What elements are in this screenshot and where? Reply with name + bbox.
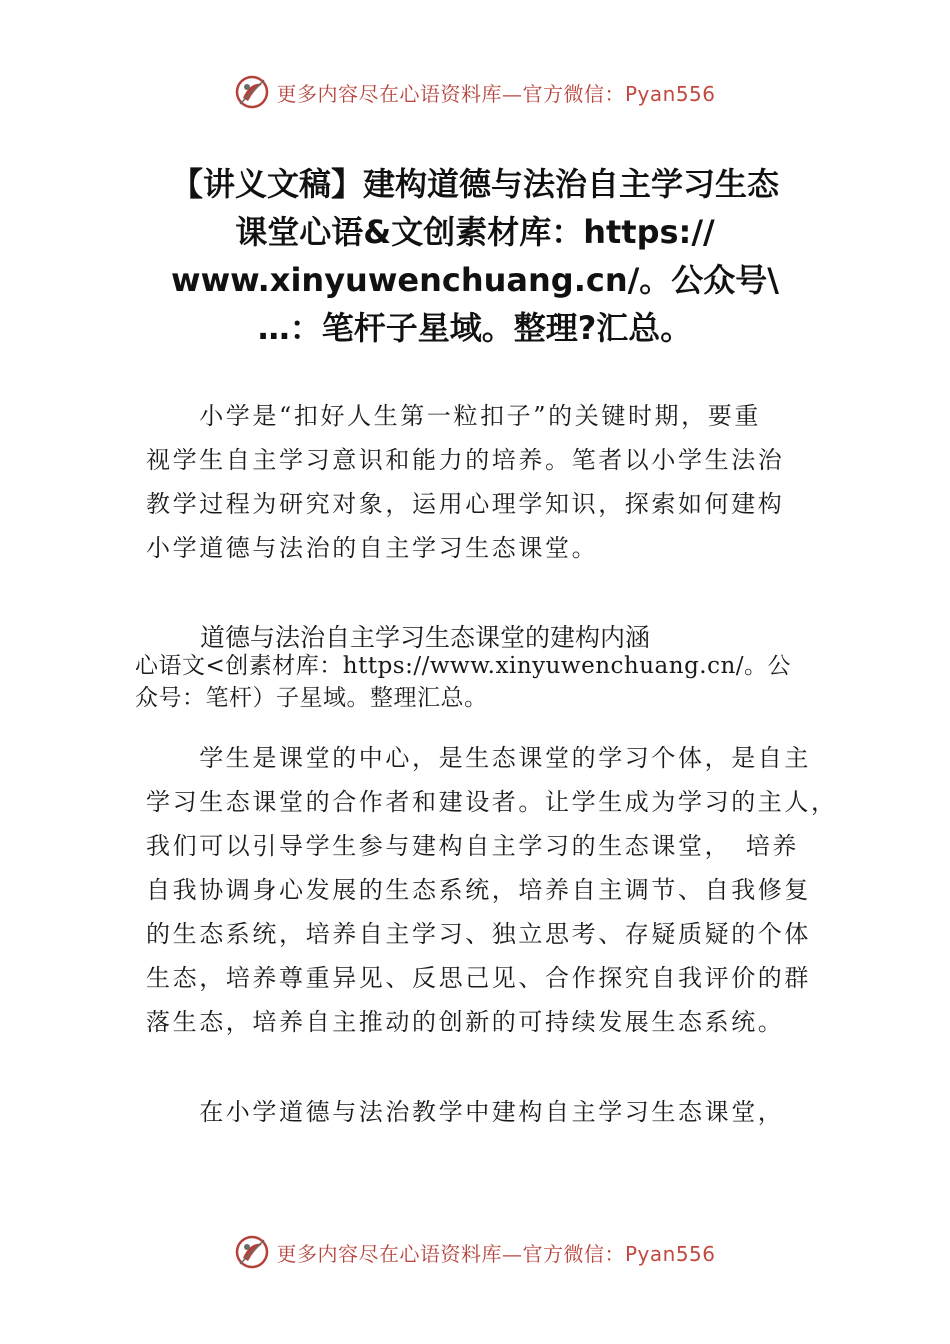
text-line: 自我协调身心发展的生态系统，培养自主调节、自我修复 bbox=[146, 876, 811, 904]
banner-text: 更多内容尽在心语资料库—官方微信：Pyan556 bbox=[276, 1241, 716, 1266]
title-line: 课堂心语&文创素材库：https:// bbox=[235, 213, 715, 251]
text-line: 小学是“扣好人生第一粒扣子”的关键时期，要重 bbox=[146, 402, 761, 430]
wechat-handle: Pyan556 bbox=[624, 1241, 716, 1266]
title-line: 【讲义文稿】建构道德与法治自主学习生态 bbox=[170, 165, 779, 203]
paragraph-body bbox=[146, 736, 836, 1044]
text-line: 视学生自主学习意识和能力的培养。笔者以小学生法治 bbox=[146, 446, 785, 474]
text-line: 学习生态课堂的合作者和建设者。让学生成为学习的主人， bbox=[146, 788, 838, 816]
source-note bbox=[135, 650, 835, 714]
text-line: 学生是课堂的中心，是生态课堂的学习个体，是自主 bbox=[146, 744, 811, 772]
text-line: 众号：笔杆）子星域。整理汇总。 bbox=[135, 685, 488, 711]
wechat-handle: Pyan556 bbox=[624, 81, 716, 106]
banner-text: 更多内容尽在心语资料库—官方微信：Pyan556 bbox=[276, 81, 716, 106]
paragraph-continued bbox=[146, 1090, 836, 1134]
header-banner bbox=[0, 72, 950, 112]
paragraph-intro bbox=[146, 394, 836, 570]
title-line: …：笔杆子星域。整理?汇总。 bbox=[257, 309, 693, 347]
document-title bbox=[130, 160, 820, 352]
footer-banner bbox=[0, 1232, 950, 1272]
title-line: www.xinyuwenchuang.cn/。公众号\ bbox=[171, 261, 779, 299]
brand-logo-icon bbox=[234, 74, 270, 110]
text-line: 教学过程为研究对象，运用心理学知识，探索如何建构 bbox=[146, 490, 785, 518]
text-line: 心语文<创素材库：https://www.xinyuwenchuang.cn/。公 bbox=[135, 653, 792, 679]
text-line: 小学道德与法治的自主学习生态课堂。 bbox=[146, 534, 599, 562]
text-line: 生态，培养尊重异见、反思己见、合作探究自我评价的群 bbox=[146, 964, 811, 992]
text-line: 的生态系统，培养自主学习、独立思考、存疑质疑的个体 bbox=[146, 920, 811, 948]
text-line: 落生态，培养自主推动的创新的可持续发展生态系统。 bbox=[146, 1008, 785, 1036]
text-line: 我们可以引导学生参与建构自主学习的生态课堂， 培养 bbox=[146, 832, 799, 860]
brand-logo-icon bbox=[234, 1234, 270, 1270]
section-heading: 道德与法治自主学习生态课堂的建构内涵 bbox=[200, 623, 651, 652]
text-line: 在小学道德与法治教学中建构自主学习生态课堂， bbox=[146, 1098, 785, 1126]
